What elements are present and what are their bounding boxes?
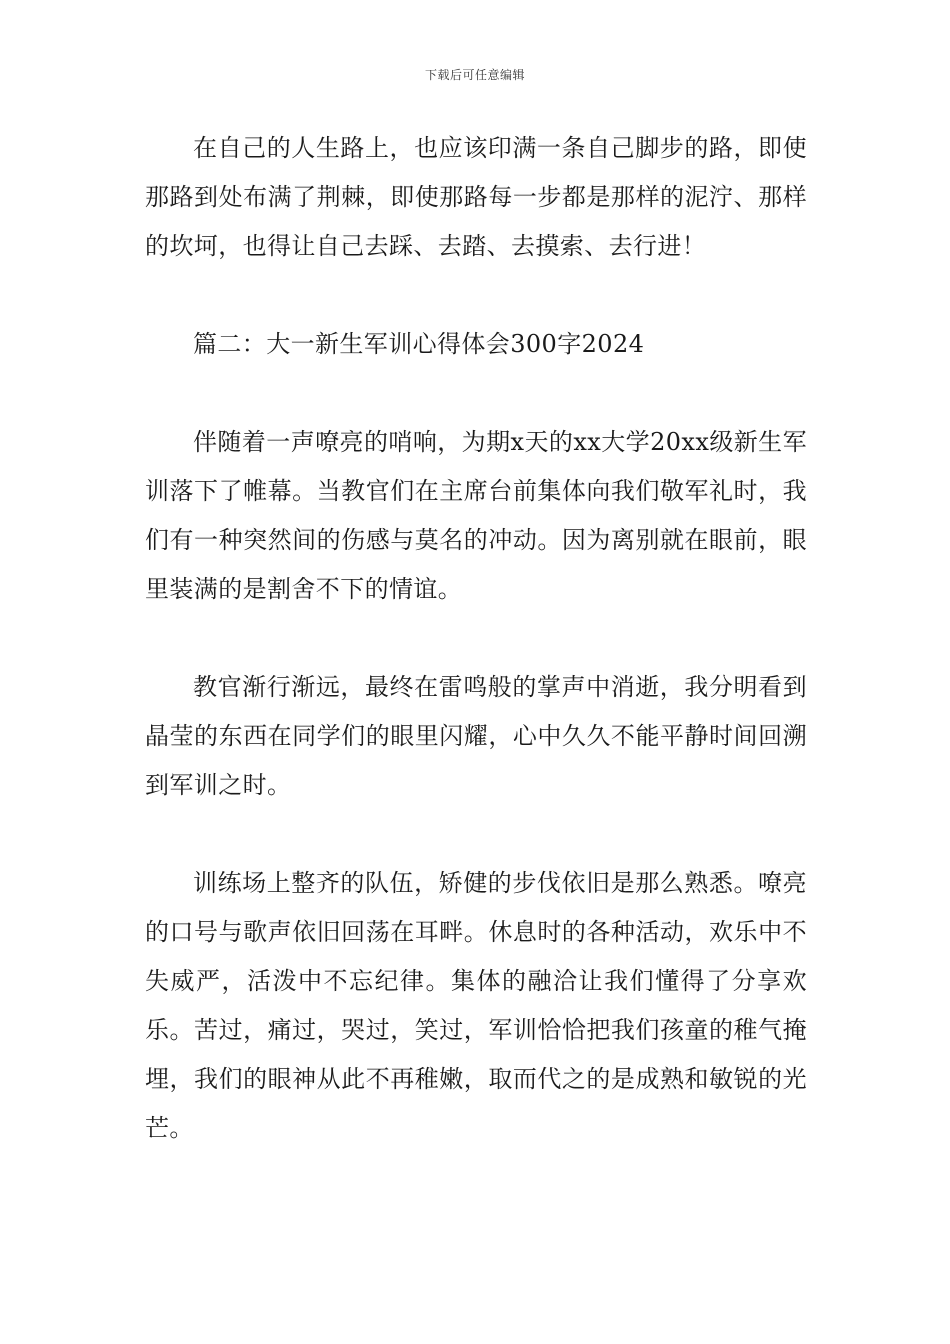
paragraph-gap — [145, 369, 807, 418]
paragraph-instructors: 教官渐行渐远，最终在雷鸣般的掌声中消逝，我分明看到晶莹的东西在同学们的眼里闪耀，心中久久不能平静时间回溯到军训之时。 — [145, 673, 807, 799]
paragraph-training: 训练场上整齐的队伍，矫健的步伐依旧是那么熟悉。嘹亮的口号与歌声依旧回荡在耳畔。休息时的各种活动，欢乐中不失威严，活泼中不忘纪律。集体的融洽让我们懂得了分享欢乐。苦过，痛过，哭过，笑过，军训恰恰把我们孩童的稚气掩埋，我们的眼神从此不再稚嫩，取而代之的是成熟和敏锐的光芒。 — [145, 869, 807, 1142]
paragraph-gap — [145, 810, 807, 859]
paragraph-intro: 在自己的人生路上，也应该印满一条自己脚步的路，即使那路到处布满了荆棘，即使那路每一步都是那样的泥泞、那样的坎坷，也得让自己去踩、去踏、去摸索、去行进！ — [145, 134, 807, 260]
page-header-note: 下载后可任意编辑 — [424, 68, 525, 82]
paragraph-farewell: 伴随着一声嘹亮的哨响，为期x天的xx大学20xx级新生军训落下了帷幕。当教官们在主席台前集体向我们敬军礼时，我们有一种突然间的伤感与莫名的冲动。因为离别就在眼前，眼里装满的是割舍不下的情谊。 — [145, 428, 807, 603]
paragraph-gap — [145, 271, 807, 320]
section-heading: 篇二：大一新生军训心得体会300字2024 — [193, 330, 645, 358]
paragraph-gap — [145, 614, 807, 663]
document-body — [145, 124, 807, 1153]
